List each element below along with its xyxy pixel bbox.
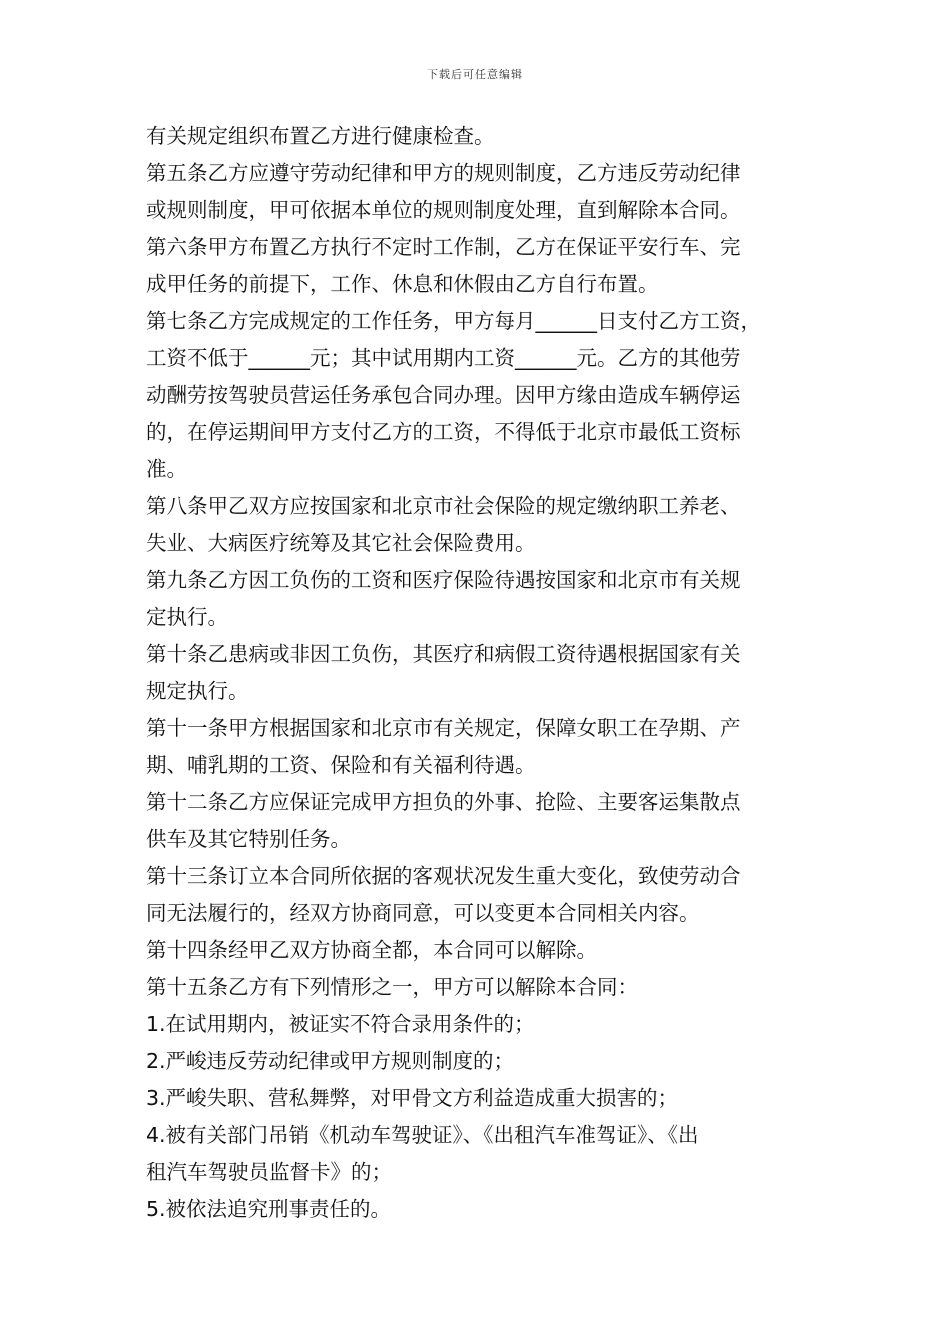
text-line: 失业、大病医疗统筹及其它社会保险费用。 <box>146 531 536 555</box>
text-line: 第十五条乙方有下列情形之一，甲方可以解除本合同： <box>146 975 638 999</box>
text-line: 规定执行。 <box>146 679 249 703</box>
text-line: 5.被依法追究刑事责任的。 <box>146 1197 392 1221</box>
text-line: 第五条乙方应遵守劳动纪律和甲方的规则制度，乙方违反劳动纪律 <box>146 161 741 185</box>
text-line: 2.严峻违反劳动纪律或甲方规则制度的； <box>146 1049 515 1073</box>
text-line: 准。 <box>146 457 187 481</box>
text-line: 或规则制度，甲可依据本单位的规则制度处理，直到解除本合同。 <box>146 198 741 222</box>
text-line: 供车及其它特别任务。 <box>146 827 351 851</box>
text-line: 第七条乙方完成规定的工作任务，甲方每月______日支付乙方工资， <box>146 309 761 333</box>
text-line: 第十三条订立本合同所依据的客观状况发生重大变化，致使劳动合 <box>146 864 741 888</box>
text-line: 有关规定组织布置乙方进行健康检查。 <box>146 124 495 148</box>
text-line: 成甲任务的前提下，工作、休息和休假由乙方自行布置。 <box>146 272 659 296</box>
text-line: 第十二条乙方应保证完成甲方担负的外事、抢险、主要客运集散点 <box>146 790 741 814</box>
text-line: 第十条乙患病或非因工负伤，其医疗和病假工资待遇根据国家有关 <box>146 642 741 666</box>
text-line: 第九条乙方因工负伤的工资和医疗保险待遇按国家和北京市有关规 <box>146 568 741 592</box>
text-line: 期、哺乳期的工资、保险和有关福利待遇。 <box>146 753 536 777</box>
text-line: 3.严峻失职、营私舞弊，对甲骨文方利益造成重大损害的； <box>146 1086 679 1110</box>
text-line: 4.被有关部门吊销《机动车驾驶证》、《出租汽车准驾证》、《出 <box>146 1123 699 1147</box>
text-line: 定执行。 <box>146 605 228 629</box>
text-line: 第十四条经甲乙双方协商全都，本合同可以解除。 <box>146 938 597 962</box>
text-line: 工资不低于______元；其中试用期内工资______元。乙方的其他劳 <box>146 346 741 370</box>
text-line: 租汽车驾驶员监督卡》的； <box>146 1160 392 1184</box>
contract-body <box>146 118 816 1228</box>
text-line: 动酬劳按驾驶员营运任务承包合同办理。因甲方缘由造成车辆停运 <box>146 383 741 407</box>
text-line: 1.在试用期内，被证实不符合录用条件的； <box>146 1012 535 1036</box>
text-line: 第六条甲方布置乙方执行不定时工作制，乙方在保证平安行车、完 <box>146 235 741 259</box>
page-header: 下载后可任意编辑 <box>427 68 523 81</box>
text-line: 的，在停运期间甲方支付乙方的工资，不得低于北京市最低工资标 <box>146 420 741 444</box>
text-line: 第八条甲乙双方应按国家和北京市社会保险的规定缴纳职工养老、 <box>146 494 741 518</box>
text-line: 同无法履行的，经双方协商同意，可以变更本合同相关内容。 <box>146 901 700 925</box>
text-line: 第十一条甲方根据国家和北京市有关规定，保障女职工在孕期、产 <box>146 716 741 740</box>
